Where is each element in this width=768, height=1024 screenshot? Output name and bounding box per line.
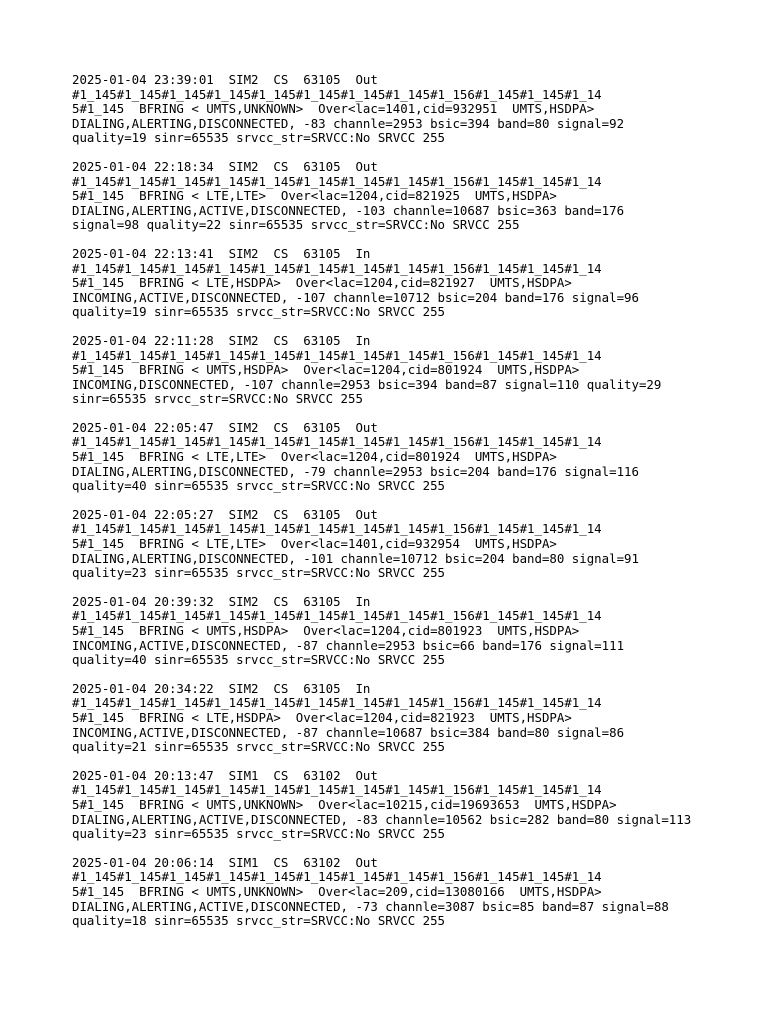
log-entry: [72, 421, 752, 494]
entry-states: INCOMING,ACTIVE,DISCONNECTED, -107 channle=10712 bsic=204 band=176 signal=96: [72, 289, 639, 305]
entry-codes: #1_145#1_145#1_145#1_145#1_145#1_145#1_145#1_145#1_156#1_145#1_145#1_14: [72, 347, 602, 363]
entry-header: 2025-01-04 20:39:32 SIM2 CS 63105 In: [72, 593, 371, 609]
log-entry: [72, 682, 752, 755]
log-entry: [72, 769, 752, 842]
entry-quality: quality=19 sinr=65535 srvcc_str=SRVCC:No SRVCC 255: [72, 304, 445, 320]
entry-quality: quality=18 sinr=65535 srvcc_str=SRVCC:No SRVCC 255: [72, 913, 445, 929]
entry-quality: quality=23 sinr=65535 srvcc_str=SRVCC:No SRVCC 255: [72, 565, 445, 581]
entry-header: 2025-01-04 20:34:22 SIM2 CS 63105 In: [72, 680, 371, 696]
entry-header: 2025-01-04 22:18:34 SIM2 CS 63105 Out: [72, 158, 378, 174]
entry-network: 5#1_145 BFRING < LTE,HSDPA> Over<lac=1204,cid=821923 UMTS,HSDPA>: [72, 709, 572, 725]
log-entry: [72, 160, 752, 233]
entry-quality: signal=98 quality=22 sinr=65535 srvcc_str=SRVCC:No SRVCC 255: [72, 217, 520, 233]
entry-network: 5#1_145 BFRING < LTE,LTE> Over<lac=1204,cid=801924 UMTS,HSDPA>: [72, 449, 557, 465]
log-entry: [72, 595, 752, 668]
entry-states: DIALING,ALERTING,ACTIVE,DISCONNECTED, -83 channle=10562 bsic=282 band=80 signal=113: [72, 811, 692, 827]
entry-states: DIALING,ALERTING,DISCONNECTED, -79 channle=2953 bsic=204 band=176 signal=116: [72, 463, 639, 479]
entry-quality: sinr=65535 srvcc_str=SRVCC:No SRVCC 255: [72, 391, 363, 407]
entry-states: DIALING,ALERTING,DISCONNECTED, -83 channle=2953 bsic=394 band=80 signal=92: [72, 115, 625, 131]
entry-codes: #1_145#1_145#1_145#1_145#1_145#1_145#1_145#1_145#1_156#1_145#1_145#1_14: [72, 434, 602, 450]
log-entry: [72, 334, 752, 407]
entry-header: 2025-01-04 22:11:28 SIM2 CS 63105 In: [72, 332, 371, 348]
entry-header: 2025-01-04 22:05:27 SIM2 CS 63105 Out: [72, 506, 378, 522]
entry-header: 2025-01-04 22:13:41 SIM2 CS 63105 In: [72, 245, 371, 261]
call-log-document: [72, 73, 752, 943]
entry-header: 2025-01-04 20:13:47 SIM1 CS 63102 Out: [72, 767, 378, 783]
entry-network: 5#1_145 BFRING < UMTS,UNKNOWN> Over<lac=209,cid=13080166 UMTS,HSDPA>: [72, 883, 602, 899]
entry-states: DIALING,ALERTING,DISCONNECTED, -101 channle=10712 bsic=204 band=80 signal=91: [72, 550, 639, 566]
entry-header: 2025-01-04 22:05:47 SIM2 CS 63105 Out: [72, 419, 378, 435]
entry-network: 5#1_145 BFRING < UMTS,HSDPA> Over<lac=1204,cid=801923 UMTS,HSDPA>: [72, 623, 580, 638]
log-entry: [72, 508, 752, 581]
entry-states: INCOMING,ACTIVE,DISCONNECTED, -87 channle=2953 bsic=66 band=176 signal=111: [72, 637, 625, 653]
entry-network: 5#1_145 BFRING < LTE,HSDPA> Over<lac=1204,cid=821927 UMTS,HSDPA>: [72, 275, 572, 291]
entry-codes: #1_145#1_145#1_145#1_145#1_145#1_145#1_145#1_145#1_156#1_145#1_145#1_14: [72, 695, 602, 711]
entry-header: 2025-01-04 23:39:01 SIM2 CS 63105 Out: [72, 72, 378, 87]
entry-quality: quality=23 sinr=65535 srvcc_str=SRVCC:No SRVCC 255: [72, 826, 445, 842]
entry-codes: #1_145#1_145#1_145#1_145#1_145#1_145#1_145#1_145#1_156#1_145#1_145#1_14: [72, 173, 602, 189]
entry-quality: quality=40 sinr=65535 srvcc_str=SRVCC:No SRVCC 255: [72, 478, 445, 494]
entry-states: DIALING,ALERTING,ACTIVE,DISCONNECTED, -103 channle=10687 bsic=363 band=176: [72, 202, 625, 218]
entry-codes: #1_145#1_145#1_145#1_145#1_145#1_145#1_145#1_145#1_156#1_145#1_145#1_14: [72, 260, 602, 276]
entry-network: 5#1_145 BFRING < UMTS,UNKNOWN> Over<lac=1401,cid=932951 UMTS,HSDPA>: [72, 101, 595, 117]
entry-quality: quality=21 sinr=65535 srvcc_str=SRVCC:No SRVCC 255: [72, 739, 445, 755]
entry-header: 2025-01-04 20:06:14 SIM1 CS 63102 Out: [72, 854, 378, 870]
log-entry: [72, 856, 752, 929]
entry-network: 5#1_145 BFRING < LTE,LTE> Over<lac=1401,cid=932954 UMTS,HSDPA>: [72, 536, 557, 552]
entry-codes: #1_145#1_145#1_145#1_145#1_145#1_145#1_145#1_145#1_156#1_145#1_145#1_14: [72, 521, 602, 537]
entry-network: 5#1_145 BFRING < UMTS,UNKNOWN> Over<lac=10215,cid=19693653 UMTS,HSDPA>: [72, 796, 617, 812]
log-entry: [72, 247, 752, 320]
entry-codes: #1_145#1_145#1_145#1_145#1_145#1_145#1_145#1_145#1_156#1_145#1_145#1_14: [72, 86, 602, 102]
entry-states: DIALING,ALERTING,ACTIVE,DISCONNECTED, -73 channle=3087 bsic=85 band=87 signal=88: [72, 898, 669, 914]
entry-network: 5#1_145 BFRING < UMTS,HSDPA> Over<lac=1204,cid=801924 UMTS,HSDPA>: [72, 362, 580, 378]
entry-network: 5#1_145 BFRING < LTE,LTE> Over<lac=1204,cid=821925 UMTS,HSDPA>: [72, 188, 557, 204]
entry-quality: quality=40 sinr=65535 srvcc_str=SRVCC:No SRVCC 255: [72, 652, 445, 668]
entry-codes: #1_145#1_145#1_145#1_145#1_145#1_145#1_145#1_145#1_156#1_145#1_145#1_14: [72, 869, 602, 885]
entry-states: INCOMING,ACTIVE,DISCONNECTED, -87 channle=10687 bsic=384 band=80 signal=86: [72, 724, 625, 740]
log-entry: [72, 73, 752, 146]
entry-codes: #1_145#1_145#1_145#1_145#1_145#1_145#1_145#1_145#1_156#1_145#1_145#1_14: [72, 782, 602, 798]
entry-states: INCOMING,DISCONNECTED, -107 channle=2953 bsic=394 band=87 signal=110 quality=29: [72, 376, 662, 392]
entry-quality: quality=19 sinr=65535 srvcc_str=SRVCC:No SRVCC 255: [72, 130, 445, 146]
entry-codes: #1_145#1_145#1_145#1_145#1_145#1_145#1_145#1_145#1_156#1_145#1_145#1_14: [72, 608, 602, 624]
